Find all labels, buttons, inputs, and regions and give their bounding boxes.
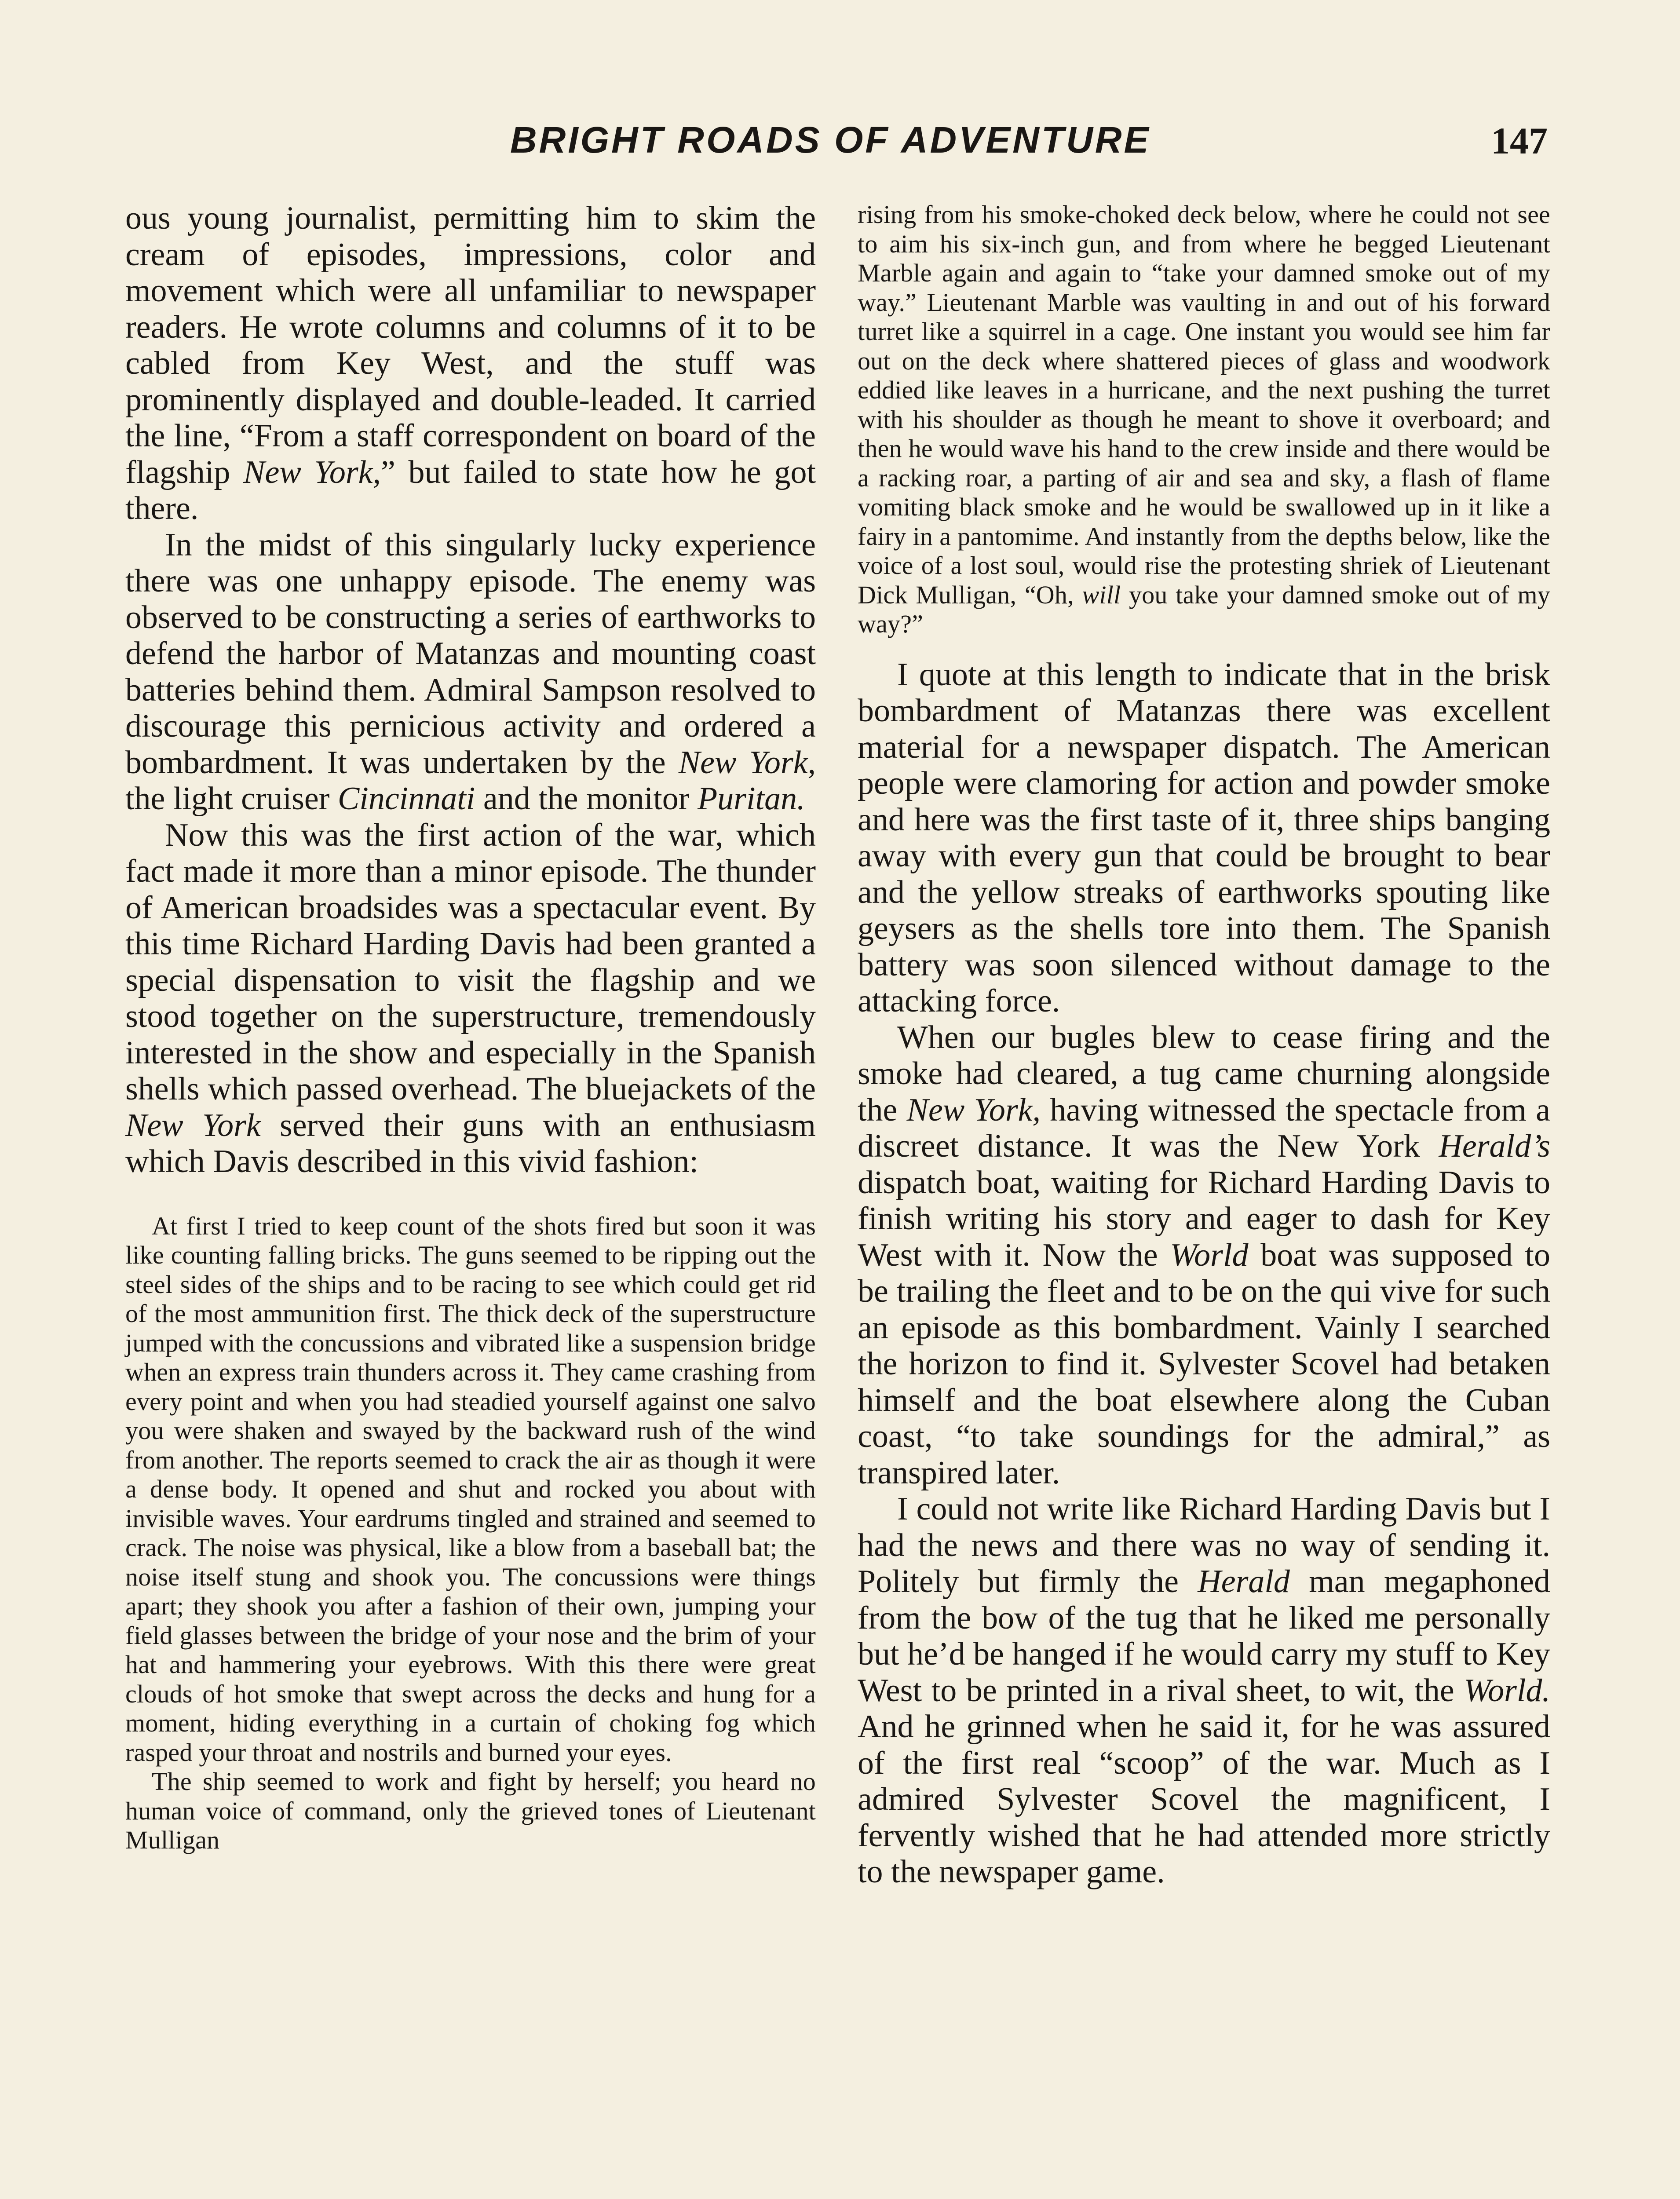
- paragraph: ous young journalist, permitting him to skim the cream of episodes, impressions, color and movement which were all unfamiliar to newspaper readers. He wrote columns and columns of it to be cabled from Key West, and the stuff was prominently displayed and double-leaded. It carried the line, “From a staff correspondent on board of the flagship New York,” but failed to state how he got there.: [125, 200, 816, 526]
- page-number: 147: [1491, 120, 1548, 162]
- block-quote: [125, 1212, 816, 1855]
- quote-paragraph: At first I tried to keep count of the shots fired but soon it was like counting falling bricks. The guns seemed to be ripping out the steel sides of the ships and to be racing to see which could get rid of the most ammunition first. The thick deck of the superstructure jumped with the concussions and vibrated like a suspension bridge when an express train thunders across it. They came crashing from every point and when you had steadied yourself against one salvo you were shaken and swayed by the backward rush of the wind from another. The reports seemed to crack the air as though it were a dense body. It opened and shut and rocked you about with invisible waves. Your eardrums tingled and strained and seemed to crack. The noise was physical, like a blow from a baseball bat; the noise itself stung and shook you. The concussions were things apart; they shook you after a fashion of their own, jumping your field glasses between the bridge of your nose and the brim of your hat and hammering your eyebrows. With this there were great clouds of hot smoke that swept across the decks and hung for a moment, hiding everything in a curtain of choking fog which rasped your throat and nostrils and burned your eyes.: [125, 1211, 816, 1767]
- block-quote-continued: [858, 200, 1550, 639]
- left-column: [125, 200, 816, 1855]
- page-header: [0, 119, 1680, 172]
- paragraph: I quote at this length to indicate that in the brisk bombardment of Matanzas there was excellent material for a newspaper dispatch. The American people were clamoring for action and powder smoke and here was the first taste of it, three ships banging away with every gun that could be brought to bear and the yellow streaks of earthworks spouting like geysers as the shells tore into them. The Spanish battery was soon silenced without damage to the attacking force.: [858, 656, 1550, 1019]
- paragraph: When our bugles blew to cease firing and the smoke had cleared, a tug came churning alongside the New York, having witnessed the spectacle from a discreet distance. It was the New York Herald’s dispatch boat, waiting for Richard Harding Davis to finish writing his story and eager to dash for Key West with it. Now the World boat was supposed to be trailing the fleet and to be on the qui vive for such an episode as this bombardment. Vainly I searched the horizon to find it. Sylvester Scovel had betaken himself and the boat elsewhere along the Cuban coast, “to take soundings for the admiral,” as transpired later.: [858, 1019, 1551, 1491]
- right-column: [858, 200, 1550, 1890]
- paragraph: I could not write like Richard Harding Davis but I had the news and there was no way of sending it. Politely but firmly the Herald man megaphoned from the bow of the tug that he liked me personally but he’d be hanged if he would carry my stuff to Key West to be printed in a rival sheet, to wit, the World. And he grinned when he said it, for he was assured of the first real “scoop” of the war. Much as I admired Sylvester Scovel the magnificent, I fervently wished that he had attended more strictly to the newspaper game.: [858, 1491, 1550, 1890]
- quote-paragraph: rising from his smoke-choked deck below, where he could not see to aim his six-inch gun, and from where he begged Lieutenant Marble again and again to “take your damned smoke out of my way.” Lieutenant Marble was vaulting in and out of his forward turret like a squirrel in a cage. One instant you would see him far out on the deck where shattered pieces of glass and woodwork eddied like leaves in a hurricane, and the next pushing the turret with his shoulder as though he meant to shove it overboard; and then he would wave his hand to the crew inside and there would be a racking roar, a parting of air and sea and sky, a flash of flame vomiting black smoke and he would be swallowed up in it like a fairy in a pantomime. And instantly from the depths below, like the voice of a lost soul, would rise the protesting shriek of Lieutenant Dick Mulligan, “Oh, will you take your damned smoke out of my way?”: [858, 200, 1551, 638]
- quote-paragraph: The ship seemed to work and fight by herself; you heard no human voice of command, only the grieved tones of Lieutenant Mulligan: [125, 1767, 816, 1854]
- paragraph: Now this was the first action of the war, which fact made it more than a minor episode. The thunder of American broadsides was a spectacular event. By this time Richard Harding Davis had been granted a special dispensation to visit the flagship and we stood together on the superstructure, tremendously interested in the show and especially in the Spanish shells which passed overhead. The bluejackets of the New York served their guns with an enthusiasm which Davis described in this vivid fashion:: [125, 817, 816, 1180]
- running-head: BRIGHT ROADS OF ADVENTURE: [510, 119, 1151, 161]
- paragraph: In the midst of this singularly lucky experience there was one unhappy episode. The enemy was observed to be constructing a series of earthworks to defend the harbor of Matanzas and mounting coast batteries behind them. Admiral Sampson resolved to discourage this pernicious activity and ordered a bombardment. It was undertaken by the New York, the light cruiser Cincinnati and the monitor Puritan.: [125, 526, 816, 817]
